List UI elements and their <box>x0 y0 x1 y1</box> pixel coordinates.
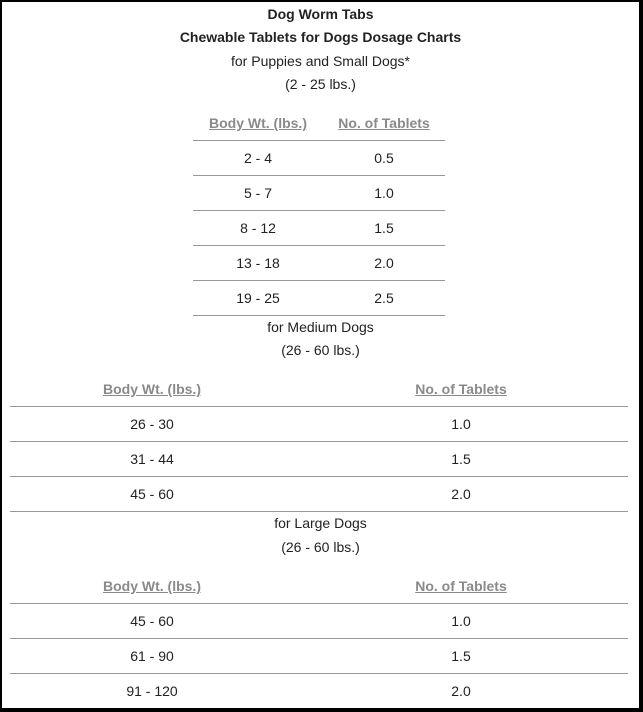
tablets-cell: 1.5 <box>323 210 445 245</box>
weight-cell: 45 - 60 <box>10 603 294 638</box>
tablets-cell: 1.0 <box>294 406 628 441</box>
table-row <box>193 245 445 280</box>
weight-cell: 45 - 60 <box>10 476 294 511</box>
weight-cell: 2 - 4 <box>193 140 323 175</box>
column-header-weight: Body Wt. (lbs.) <box>209 114 307 131</box>
table-row <box>10 673 628 708</box>
section-heading-small: for Puppies and Small Dogs* <box>231 53 410 69</box>
table-header-row <box>10 372 628 406</box>
weight-cell: 19 - 25 <box>193 280 323 315</box>
section-range-medium: (26 - 60 lbs.) <box>281 342 360 358</box>
table-row <box>193 175 445 210</box>
column-header-weight: Body Wt. (lbs.) <box>103 380 201 397</box>
weight-cell: 5 - 7 <box>193 175 323 210</box>
table-header-row <box>10 569 628 603</box>
page-title: Dog Worm Tabs <box>267 6 374 22</box>
dosage-table-medium <box>10 372 628 512</box>
column-header-tablets: No. of Tablets <box>415 380 507 397</box>
column-header-weight: Body Wt. (lbs.) <box>103 577 201 594</box>
tablets-cell: 2.5 <box>323 280 445 315</box>
dosage-table-small <box>193 106 445 316</box>
table-row <box>193 140 445 175</box>
column-header-tablets: No. of Tablets <box>415 577 507 594</box>
section-range-small: (2 - 25 lbs.) <box>285 76 356 92</box>
tablets-cell: 2.0 <box>294 476 628 511</box>
tablets-cell: 0.5 <box>323 140 445 175</box>
table-row <box>193 280 445 315</box>
table-row <box>193 210 445 245</box>
tablets-cell: 2.0 <box>294 673 628 708</box>
table-row <box>10 638 628 673</box>
page-content <box>2 2 639 708</box>
tablets-cell: 2.0 <box>323 245 445 280</box>
table-row <box>10 406 628 441</box>
tablets-cell: 1.0 <box>294 603 628 638</box>
table-row <box>10 603 628 638</box>
tablets-cell: 1.5 <box>294 638 628 673</box>
weight-cell: 8 - 12 <box>193 210 323 245</box>
section-heading-medium: for Medium Dogs <box>267 319 374 335</box>
page-subtitle: Chewable Tablets for Dogs Dosage Charts <box>179 29 462 45</box>
section-range-large: (26 - 60 lbs.) <box>281 539 360 555</box>
scrollbar[interactable] <box>639 2 643 708</box>
column-header-tablets: No. of Tablets <box>338 114 430 131</box>
weight-cell: 61 - 90 <box>10 638 294 673</box>
weight-cell: 26 - 30 <box>10 406 294 441</box>
table-row <box>10 441 628 476</box>
weight-cell: 91 - 120 <box>10 673 294 708</box>
section-heading-large: for Large Dogs <box>274 515 367 531</box>
weight-cell: 31 - 44 <box>10 441 294 476</box>
table-row <box>10 476 628 511</box>
weight-cell: 13 - 18 <box>193 245 323 280</box>
tablets-cell: 1.0 <box>323 175 445 210</box>
tablets-cell: 1.5 <box>294 441 628 476</box>
table-header-row <box>193 106 445 140</box>
dosage-table-large <box>10 569 628 708</box>
